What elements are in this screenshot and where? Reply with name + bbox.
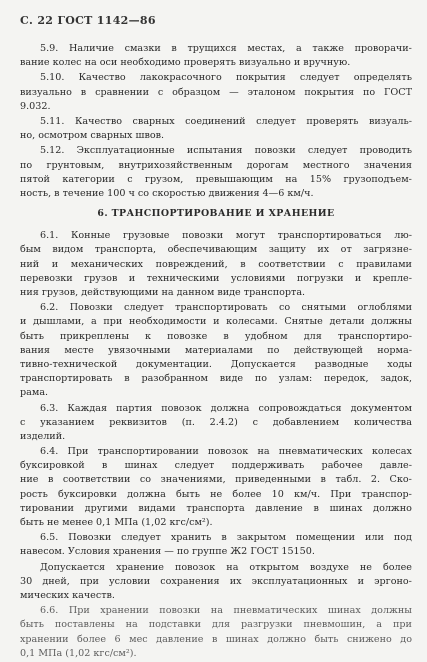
text-line: ния грузов, действующими на данном виде транспорта. [20,287,306,298]
text-line: ний и механических повреждений, в соответствии с правилами [20,258,412,270]
text-line: перевозки грузов и техническими условиями погрузки и крепле- [20,272,412,284]
text-line: рость буксировки должна быть не более 10 км/ч. При транспор- [20,488,412,500]
text-line: и дышлами, а при необходимости и колесами. Снятые детали должны [20,316,412,328]
paragraph-p5-10 [20,71,412,114]
section-heading [20,207,412,221]
paragraph-p6-1 [20,229,412,300]
text-line: 6.2. Повозки следует транспортировать со снятыми оглоблями [40,302,412,314]
text-line: ность, в течение 100 ч со скоростью движения 4—6 км/ч. [20,187,314,199]
text-line: 30 дней, при условии сохранения их эксплуатационных и эргоно- [20,575,412,587]
text-line: 5.10. Качество лакокрасочного покрытия следует определять [40,72,412,84]
text-line: по грунтовым, внутрихозяйственным дорогам местного значения [20,159,412,171]
text-line: быть прикреплены к повозке в удобном для транспортиро- [20,330,412,342]
section-title: 6. ТРАНСПОРТИРОВАНИЕ И ХРАНЕНИЕ [97,208,335,220]
text-line: пятой категории с грузом, превышающим на 15% грузоподъем- [20,173,412,185]
paragraph-p5-12 [20,144,412,201]
text-line: 6.6. При хранении повозки на пневматических шинах должны [40,605,412,617]
text-line: 9.032. [20,100,51,112]
text-line: 5.11. Качество сварных соединений следует проверять визуаль- [40,115,412,127]
text-line: ние в соответствии со значениями, приведенными в табл. 2. Ско- [20,474,412,486]
text-line: навесом. Условия хранения — по группе Ж2 ГОСТ 15150. [20,546,315,558]
text-line: быть поставлены на подставки для разгрузки пневмошин, а при [20,619,412,631]
paragraph-p6-5 [20,531,412,559]
text-line: транспортировать в разобранном виде по узлам: передок, задок, [20,373,412,385]
text-line: 6.1. Конные грузовые повозки могут транспортироваться лю- [40,230,412,242]
text-line: буксировкой в шинах следует поддерживать рабочее давле- [20,460,412,472]
paragraph-p5-11 [20,115,412,143]
text-line: быть не менее 0,1 МПа (1,02 кгс/см²). [20,517,213,528]
text-line: 5.9. Наличие смазки в трущихся местах, а также проворачи- [40,43,412,54]
text-line: вание колес на оси необходимо проверять визуально и вручную. [20,57,351,69]
text-line: но, осмотром сварных швов. [20,130,165,142]
text-line: с указанием реквизитов (п. 2.4.2) с добавлением количества [20,416,412,428]
text-line: 5.12. Эксплуатационные испытания повозки следует проводить [40,145,412,157]
text-line: изделий. [20,430,66,442]
paragraph-p6-5-extra [20,561,412,604]
text-line: бым видом транспорта, обеспечивающим защиту их от загрязне- [20,244,412,256]
paragraph-p6-3 [20,402,412,445]
paragraph-p6-4 [20,445,412,530]
paragraph-p6-6 [20,604,412,661]
document-body [20,42,412,662]
text-line: рама. [20,387,49,399]
text-line: тивно-технической документации. Допускается разводные ходы [20,358,412,370]
text-line: хранении более 6 мес давление в шинах должно быть снижено до [20,633,412,645]
text-line: 0,1 МПа (1,02 кгс/см²). [20,647,137,659]
text-line: визуально в сравнении с образцом — эталоном покрытия по ГОСТ [20,86,412,98]
text-line: Допускается хранение повозок на открытом воздухе не более [40,561,412,573]
paragraph-p6-2 [20,301,412,400]
text-line: мических качеств. [20,589,115,601]
paragraph-p5-9 [20,42,412,70]
text-line: вания месте увязочными материалами по действующей норма- [20,344,412,356]
text-line: 6.5. Повозки следует хранить в закрытом помещении или под [40,532,412,544]
page-header: С. 22 ГОСТ 1142—86 [20,14,156,27]
text-line: 6.3. Каждая партия повозок должна сопровождаться документом [40,402,412,414]
text-line: 6.4. При транспортировании повозок на пневматических колесах [40,446,412,458]
text-line: тировании другими видами транспорта давление в шинах должно [20,502,412,514]
